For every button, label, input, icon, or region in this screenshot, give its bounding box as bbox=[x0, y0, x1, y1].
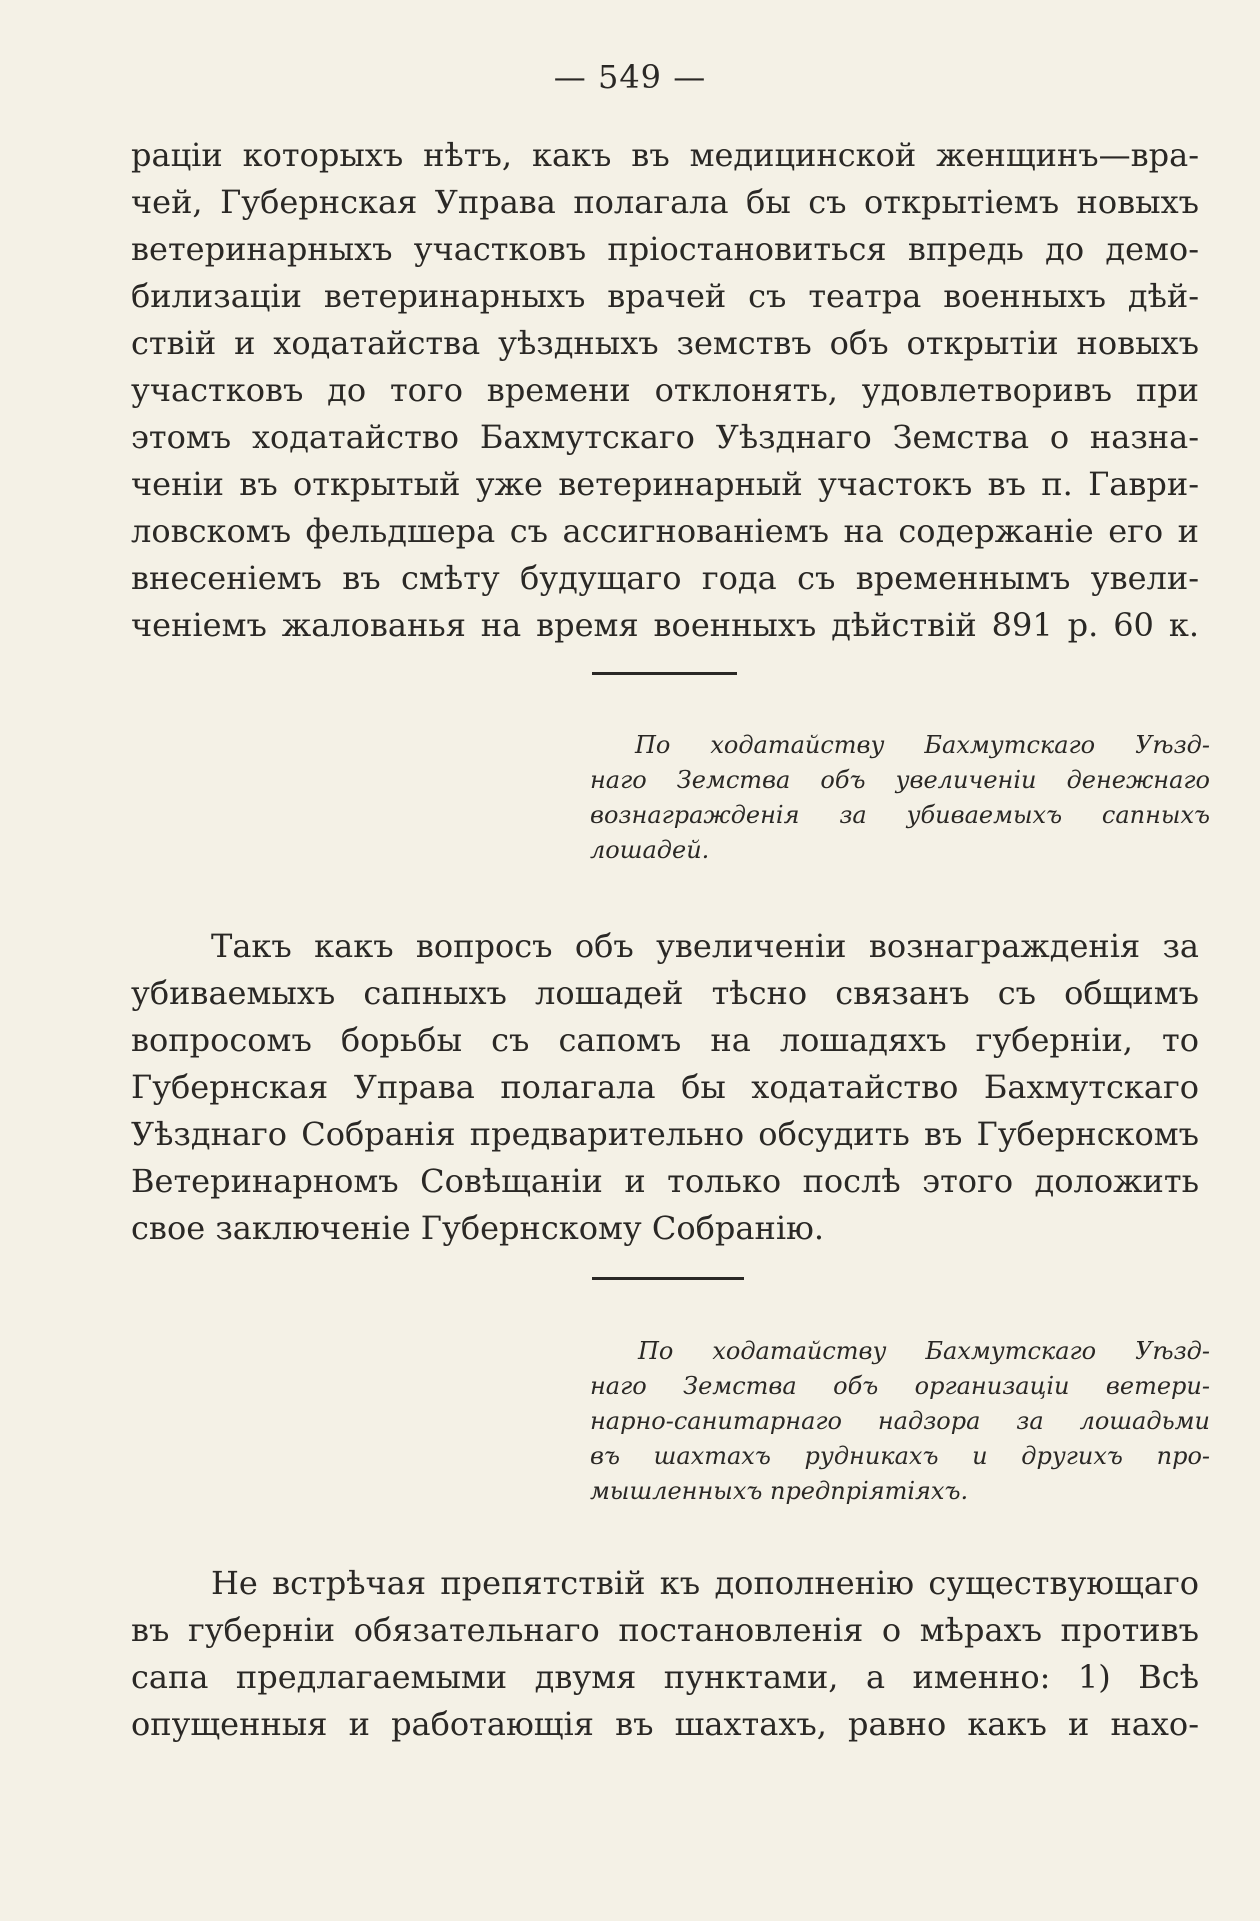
page-number: — 549 — bbox=[553, 58, 707, 96]
note-line: лошадей. bbox=[590, 836, 710, 864]
text-line: внесеніемъ въ смѣту будущаго года съ временнымъ увели- bbox=[131, 559, 1199, 597]
text-line: сапа предлагаемыми двумя пунктами, а именно: 1) Всѣ bbox=[131, 1658, 1199, 1696]
text-line: опущенныя и работающія въ шахтахъ, равно какъ и нахо- bbox=[131, 1705, 1199, 1743]
note-line: въ шахтахъ рудникахъ и другихъ про- bbox=[590, 1442, 1210, 1470]
text-line: вопросомъ борьбы съ сапомъ на лошадяхъ губерніи, то bbox=[131, 1021, 1199, 1059]
text-line: ченіи въ открытый уже ветеринарный участокъ въ п. Гаври- bbox=[131, 465, 1199, 503]
text-line: въ губерніи обязательнаго постановленія о мѣрахъ противъ bbox=[131, 1611, 1199, 1649]
text-line: ловскомъ фельдшера съ ассигнованіемъ на содержаніе его и bbox=[131, 512, 1199, 550]
paragraph-2 bbox=[131, 923, 1199, 1252]
text-line: этомъ ходатайство Бахмутскаго Уѣзднаго Земства о назна- bbox=[131, 418, 1199, 456]
text-line: Не встрѣчая препятствій къ дополненію существующаго bbox=[211, 1564, 1199, 1602]
text-line: Такъ какъ вопросъ объ увеличеніи вознагражденія за bbox=[211, 927, 1199, 965]
note-line: наго Земства объ увеличеніи денежнаго bbox=[590, 766, 1210, 794]
text-line: ствій и ходатайства уѣздныхъ земствъ объ открытіи новыхъ bbox=[131, 324, 1199, 362]
text-line: билизаціи ветеринарныхъ врачей съ театра военныхъ дѣй- bbox=[131, 277, 1199, 315]
section-divider bbox=[592, 672, 737, 675]
margin-note-2 bbox=[590, 1334, 1210, 1509]
text-line: участковъ до того времени отклонять, удовлетворивъ при bbox=[131, 371, 1199, 409]
paragraph-1 bbox=[131, 132, 1199, 649]
note-line: По ходатайству Бахмутскаго Уѣзд- bbox=[635, 731, 1210, 759]
text-line: свое заключеніе Губернскому Собранію. bbox=[131, 1209, 825, 1247]
text-line: Губернская Управа полагала бы ходатайство Бахмутскаго bbox=[131, 1068, 1199, 1106]
text-line: Ветеринарномъ Совѣщаніи и только послѣ этого доложить bbox=[131, 1162, 1199, 1200]
paragraph-3 bbox=[131, 1560, 1199, 1748]
text-line: чей, Губернская Управа полагала бы съ открытіемъ новыхъ bbox=[131, 183, 1199, 221]
text-line: раціи которыхъ нѣтъ, какъ въ медицинской женщинъ—вра- bbox=[131, 136, 1199, 174]
note-line: наго Земства объ организаціи ветери- bbox=[590, 1372, 1210, 1400]
text-line: ветеринарныхъ участковъ пріостановиться впредь до демо- bbox=[131, 230, 1199, 268]
text-line: ченіемъ жалованья на время военныхъ дѣйствій 891 р. 60 к. bbox=[131, 606, 1199, 644]
text-line: Уѣзднаго Собранія предварительно обсудить въ Губернскомъ bbox=[131, 1115, 1199, 1153]
section-divider bbox=[592, 1277, 744, 1280]
text-line: убиваемыхъ сапныхъ лошадей тѣсно связанъ съ общимъ bbox=[131, 974, 1199, 1012]
note-line: нарно-санитарнаго надзора за лошадьми bbox=[590, 1407, 1210, 1435]
margin-note-1 bbox=[590, 728, 1210, 868]
note-line: По ходатайству Бахмутскаго Уѣзд- bbox=[638, 1337, 1210, 1365]
note-line: мышленныхъ предпріятіяхъ. bbox=[590, 1477, 969, 1505]
note-line: вознагражденія за убиваемыхъ сапныхъ bbox=[590, 801, 1210, 829]
